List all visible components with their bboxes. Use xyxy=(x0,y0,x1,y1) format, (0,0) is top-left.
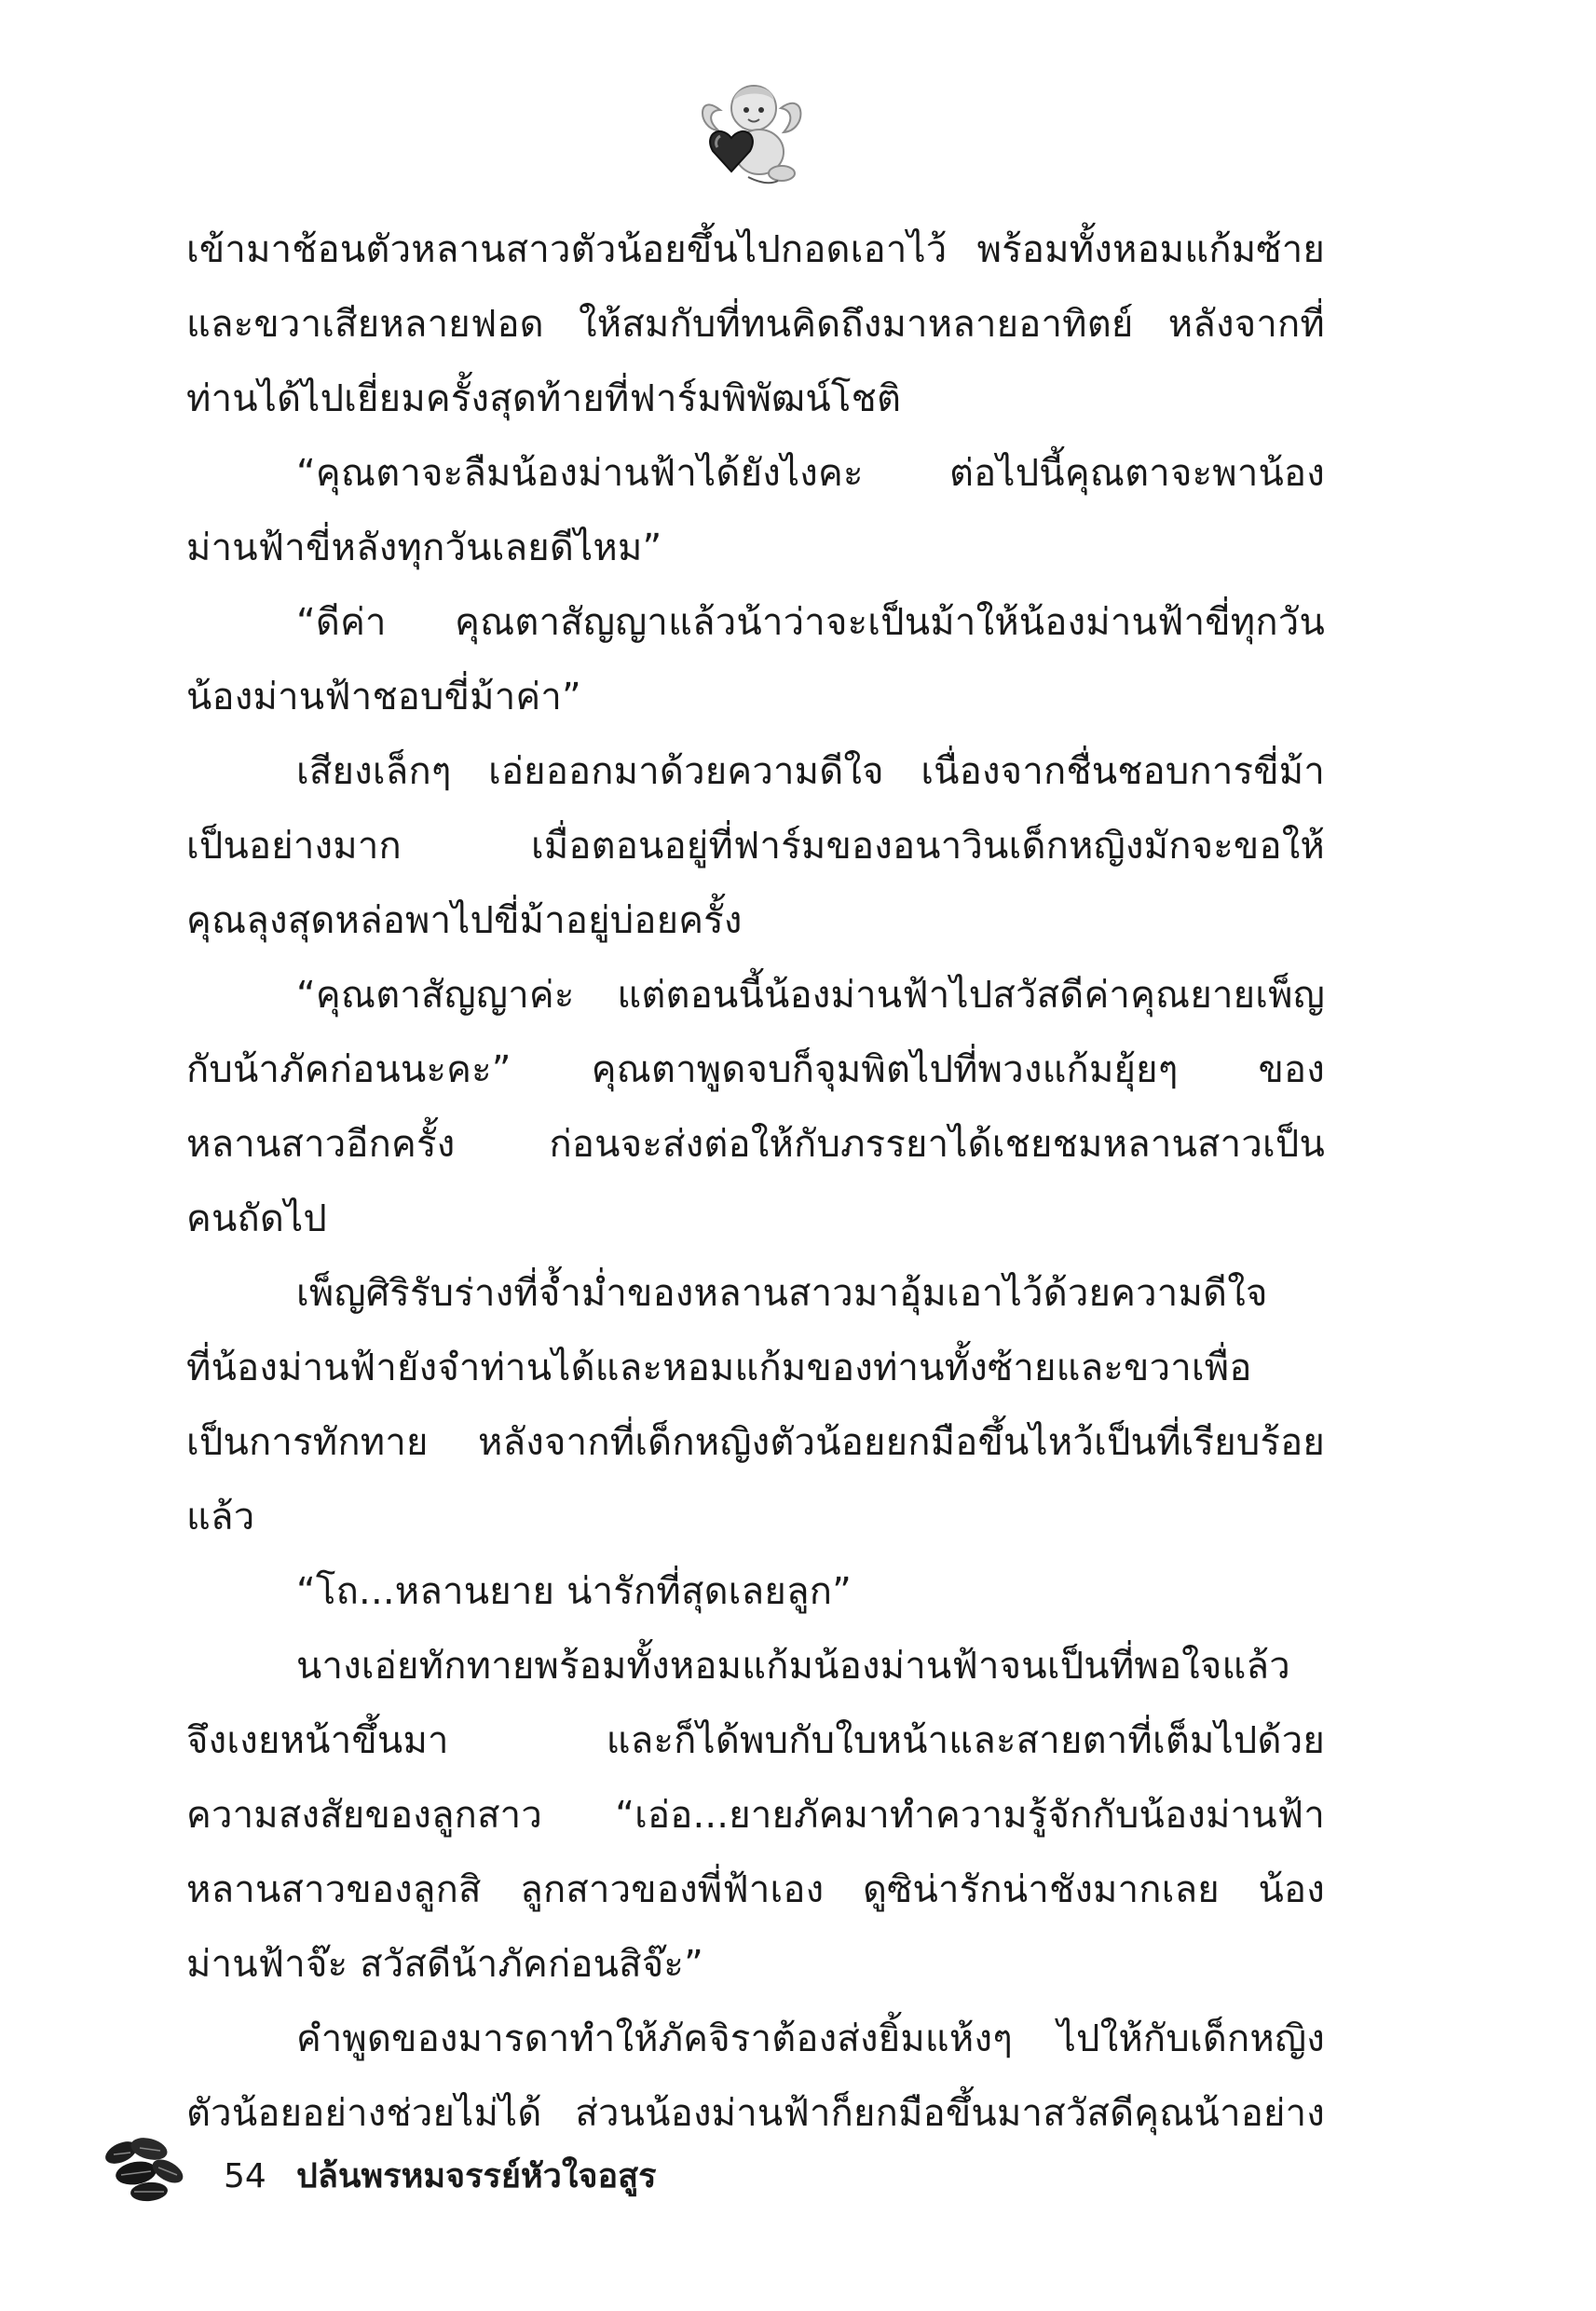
body-text xyxy=(186,212,1325,2151)
text-line: กับน้าภัคก่อนนะคะ” คุณตาพูดจบก็จุมพิตไปที่พวงแก้มยุ้ยๆ ของ xyxy=(186,1048,1325,1091)
text-line: ความสงสัยของลูกสาว “เอ่อ...ยายภัคมาทำความรู้จักกับน้องม่านฟ้า xyxy=(186,1794,1325,1837)
text-line: เป็นการทักทาย หลังจากที่เด็กหญิงตัวน้อยยกมือขึ้นไหว้เป็นที่เรียบร้อย xyxy=(186,1421,1325,1464)
text-line: แล้ว xyxy=(186,1496,255,1538)
text-line: นางเอ่ยทักทายพร้อมทั้งหอมแก้มน้องม่านฟ้าจนเป็นที่พอใจแล้ว xyxy=(296,1645,1290,1688)
text-line: เสียงเล็กๆ เอ่ยออกมาด้วยความดีใจ เนื่องจากชื่นชอบการขี่ม้า xyxy=(296,750,1325,793)
text-line: น้องม่านฟ้าชอบขี่ม้าค่า” xyxy=(186,676,581,718)
text-line: “คุณตาจะลืมน้องม่านฟ้าได้ยังไงคะ ต่อไปนี้คุณตาจะพาน้อง xyxy=(296,452,1325,495)
text-line: เป็นอย่างมาก เมื่อตอนอยู่ที่ฟาร์มของอนาวินเด็กหญิงมักจะขอให้ xyxy=(186,825,1325,868)
text-line: “ดีค่า คุณตาสัญญาแล้วน้าว่าจะเป็นม้าให้น้องม่านฟ้าขี่ทุกวัน xyxy=(296,601,1325,644)
text-line: คำพูดของมารดาทำให้ภัคจิราต้องส่งยิ้มแห้งๆ ไปให้กับเด็กหญิง xyxy=(296,2017,1325,2060)
text-line: ที่น้องม่านฟ้ายังจำท่านได้และหอมแก้มของท่านทั้งซ้ายและขวาเพื่อ xyxy=(186,1347,1252,1389)
text-line: “คุณตาสัญญาค่ะ แต่ตอนนี้น้องม่านฟ้าไปสวัสดีค่าคุณยายเพ็ญ xyxy=(296,974,1325,1017)
text-line: ท่านได้ไปเยี่ยมครั้งสุดท้ายที่ฟาร์มพิพัฒน์โชติ xyxy=(186,377,902,420)
text-line: ม่านฟ้าขี่หลังทุกวันเลยดีไหม” xyxy=(186,526,662,569)
book-title: ปล้นพรหมจรรย์หัวใจอสูร xyxy=(296,2157,657,2195)
cupid-heart-icon xyxy=(692,73,809,189)
text-line: หลานสาวของลูกสิ ลูกสาวของพี่ฟ้าเอง ดูซิน่ารักน่าชังมากเลย น้อง xyxy=(186,1868,1325,1911)
page-number: 54 xyxy=(224,2157,266,2195)
text-line: “โถ...หลานยาย น่ารักที่สุดเลยลูก” xyxy=(296,1570,853,1613)
text-line: หลานสาวอีกครั้ง ก่อนจะส่งต่อให้กับภรรยาได้เชยชมหลานสาวเป็น xyxy=(186,1123,1325,1166)
text-line: คนถัดไป xyxy=(186,1197,328,1240)
text-line: ตัวน้อยอย่างช่วยไม่ได้ ส่วนน้องม่านฟ้าก็ยกมือขึ้นมาสวัสดีคุณน้าอย่าง xyxy=(186,2092,1325,2135)
page-footer xyxy=(102,2134,1034,2218)
text-line: เข้ามาช้อนตัวหลานสาวตัวน้อยขึ้นไปกอดเอาไว้ พร้อมทั้งหอมแก้มซ้าย xyxy=(186,228,1325,271)
text-line: เพ็ญศิริรับร่างที่จ้ำม่ำของหลานสาวมาอุ้มเอาไว้ด้วยความดีใจ xyxy=(296,1272,1268,1315)
text-line: จึงเงยหน้าขึ้นมา และก็ได้พบกับใบหน้าและสายตาที่เต็มไปด้วย xyxy=(186,1719,1325,1762)
text-line: คุณลุงสุดหล่อพาไปขี่ม้าอยู่บ่อยครั้ง xyxy=(186,899,743,942)
text-line: ม่านฟ้าจ๊ะ สวัสดีน้าภัคก่อนสิจ๊ะ” xyxy=(186,1943,704,1986)
leaves-icon xyxy=(102,2134,191,2208)
text-line: และขวาเสียหลายฟอด ให้สมกับที่ทนคิดถึงมาหลายอาทิตย์ หลังจากที่ xyxy=(186,303,1325,346)
